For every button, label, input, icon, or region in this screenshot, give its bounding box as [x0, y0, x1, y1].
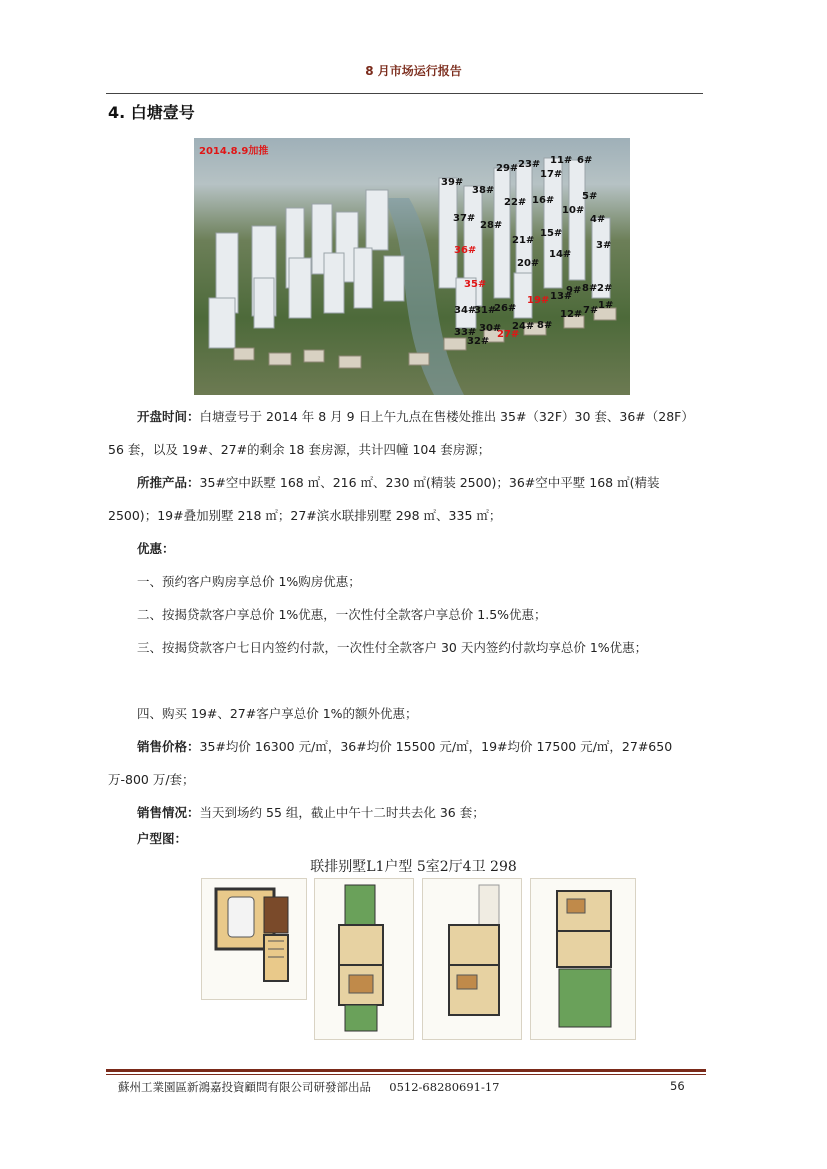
building-label: 38# [472, 185, 495, 196]
aerial-towers-illustration [194, 138, 630, 395]
building-label: 24# [512, 321, 535, 332]
building-label: 17# [540, 169, 563, 180]
discount-heading [108, 532, 708, 565]
building-label: 21# [512, 235, 535, 246]
footer-divider [106, 1069, 706, 1072]
building-label: 29# [496, 163, 519, 174]
price-paragraph [108, 730, 708, 796]
building-label: 39# [441, 177, 464, 188]
discount-item-2: 二、按揭贷款客户享总价 1%优惠，一次性付全款客户享总价 1.5%优惠； [137, 607, 547, 622]
building-label: 8# [537, 320, 553, 331]
building-label: 4# [590, 214, 606, 225]
discount-item-4: 四、购买 19#、27#客户享总价 1%的额外优惠； [137, 706, 418, 721]
discount-item-1: 一、预约客户购房享总价 1%购房优惠； [137, 574, 361, 589]
section-title: 4. 白塘壹号 [108, 103, 195, 122]
building-label: 31# [474, 305, 497, 316]
building-label: 13# [550, 291, 573, 302]
footer-credit [118, 1079, 500, 1095]
building-label: 11# [550, 155, 573, 166]
price-label: 销售价格： [137, 739, 200, 754]
floorplan-level1-image [314, 878, 414, 1040]
building-label: 1# [598, 300, 614, 311]
building-label: 22# [504, 197, 527, 208]
footer-company: 蘇州工業園區新鴻嘉投資顧問有限公司研發部出品 [118, 1080, 371, 1094]
building-label: 9# [566, 285, 582, 296]
building-label: 2# [597, 283, 613, 294]
footer-divider-thin [106, 1074, 706, 1075]
building-label: 6# [577, 155, 593, 166]
open-time-paragraph [108, 400, 708, 466]
launch-date-stamp: 2014.8.9加推 [199, 146, 269, 157]
building-label-highlighted: 19# [527, 295, 550, 306]
building-label: 23# [518, 159, 541, 170]
layout-heading [108, 822, 708, 855]
products-text: 35#空中跃墅 168 ㎡、216 ㎡、230 ㎡(精装 2500)；36#空中平墅 168 ㎡(精装 2500)；19#叠加别墅 218 ㎡；27#滨水联排别墅 298 ㎡、335 ㎡； [108, 475, 660, 523]
header-divider [106, 93, 703, 94]
building-label-highlighted: 27# [497, 329, 520, 340]
sales-text: 当天到场约 55 组，截止中午十二时共去化 36 套； [199, 805, 485, 820]
building-label: 5# [582, 191, 598, 202]
page-number: 56 [670, 1079, 685, 1093]
floorplan-basement-image [201, 878, 307, 1000]
layout-label: 户型图： [137, 831, 188, 846]
aerial-rendering-image [194, 138, 630, 395]
building-label: 30# [479, 323, 502, 334]
building-label: 12# [560, 309, 583, 320]
building-label: 10# [562, 205, 585, 216]
building-label: 32# [467, 336, 490, 347]
building-label: 3# [596, 240, 612, 251]
products-label: 所推产品： [137, 475, 200, 490]
open-time-text: 白塘壹号于 2014 年 8 月 9 日上午九点在售楼处推出 35#（32F）30 套、36#（28F）56 套，以及 19#、27#的剩余 18 套房源，共计四幢 104 套房源； [108, 409, 694, 457]
footer-phone: 0512-68280691-17 [389, 1080, 500, 1094]
building-label-highlighted: 36# [454, 245, 477, 256]
building-label: 34# [454, 305, 477, 316]
building-label: 14# [549, 249, 572, 260]
building-label: 16# [532, 195, 555, 206]
building-label-highlighted: 35# [464, 279, 487, 290]
discount-item-3: 三、按揭贷款客户七日内签约付款，一次性付全款客户 30 天内签约付款均享总价 1%优惠； [137, 640, 648, 655]
building-label: 8# [582, 283, 598, 294]
products-paragraph [108, 466, 708, 532]
building-label: 15# [540, 228, 563, 239]
building-label: 28# [480, 220, 503, 231]
floorplan-level2-image [422, 878, 522, 1040]
discount-label: 优惠： [137, 541, 175, 556]
building-label: 26# [494, 303, 517, 314]
building-label: 7# [583, 305, 599, 316]
floorplan-title: 联排别墅L1户型 5室2厅4卫 298 [310, 859, 517, 875]
building-label: 37# [453, 213, 476, 224]
open-time-label: 开盘时间： [137, 409, 200, 424]
building-label: 33# [454, 327, 477, 338]
sales-label: 销售情况： [137, 805, 200, 820]
building-label: 20# [517, 258, 540, 269]
price-text: 35#均价 16300 元/㎡，36#均价 15500 元/㎡，19#均价 17500 元/㎡，27#650 万-800 万/套； [108, 739, 673, 787]
page-header-title: 8 月市场运行报告 [365, 64, 462, 78]
floorplan-level3-image [530, 878, 636, 1040]
